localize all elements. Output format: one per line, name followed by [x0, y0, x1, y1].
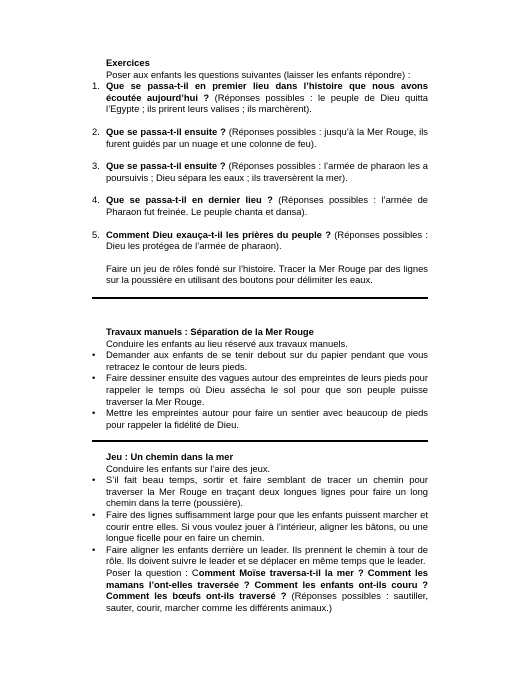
final-question [92, 567, 428, 613]
question-text: Que se passa-t-il en premier lieu dans l’histoire que nous avons écoutée aujourd’hui ? [106, 80, 428, 103]
bullet-icon: • [92, 372, 96, 384]
list-item [92, 544, 428, 567]
list-item-text: Faire aligner les enfants derrière un leader. Ils prennent le chemin à tour de rôle. Ils doivent suivre le leader et se déplacer en même temps que le leader. [106, 543, 428, 567]
exercices-section [92, 57, 428, 286]
question-item [92, 80, 428, 115]
question-answers: (Réponses possibles : jusqu’à la Mer Rouge, ils furent guidés par un nuage et une colonne de feu). [106, 125, 428, 149]
list-item-text: Faire dessiner ensuite des vagues autour des empreintes de leurs pieds pour rappeler le temps où Dieu asséchа le sol pour que son peuple puisse traverser la Mer Rouge. [106, 372, 428, 407]
jeu-section [92, 451, 428, 613]
section-divider [92, 297, 428, 299]
question-answers: (Réponses possibles : l’armée de pharaon les a poursuivis ; Dieu sépara les eaux ; ils traversèrent la mer). [106, 160, 428, 183]
bullet-icon: • [92, 474, 96, 486]
list-item [92, 349, 428, 372]
question-text: Comment Dieu exauça-t-il les prières du peuple ? [106, 228, 331, 240]
question-text: Que se passa-t-il ensuite ? [106, 125, 226, 137]
roleplay-activity: Faire un jeu de rôles fondé sur l’histoire. Tracer la Mer Rouge par des lignes sur la poussière en utilisant des boutons pour délimiter les eaux. [106, 262, 428, 286]
question-number: 1. [92, 80, 100, 92]
list-item [92, 407, 428, 430]
question-number: 4. [92, 194, 100, 206]
bullet-icon: • [92, 508, 96, 520]
question-answers: (Réponses possibles : Dieu les protégea de l’armée de pharaon). [106, 228, 428, 252]
question-item [92, 160, 428, 183]
question-item [92, 194, 428, 217]
question-text: Que se passa-t-il en dernier lieu ? [106, 194, 273, 206]
travaux-title: Travaux manuels : Séparation de la Mer Rouge [106, 326, 314, 337]
question-number: 2. [92, 125, 100, 137]
list-item-text: S’il fait beau temps, sortir et faire semblant de tracer un chemin pour traverser la Mer Rouge en traçant deux longues lignes pour faire un long chemin dans la terre (poussière). [106, 474, 428, 509]
final-question-text: omment Moïse traversa-t-il la mer ? Comment les mamans l’ont-elles traversée ? Comment les enfants ont-ils couru ? Comment les bœufs ont-ils traversé ? [106, 566, 428, 602]
question-answers: (Réponses possibles : le peuple de Dieu quitta l’Egypte ; ils prirent leurs valises ; ils marchèrent). [106, 91, 428, 115]
section-divider [92, 440, 428, 442]
list-item [92, 509, 428, 544]
exercices-title: Exercices [106, 57, 150, 68]
bullet-icon: • [92, 543, 96, 555]
question-text: Que se passa-t-il ensuite ? [106, 160, 226, 172]
question-answers: (Réponses possibles : l’armée de Pharaon fut freinée. Le peuple chanta et dansa). [106, 194, 428, 217]
exercices-intro: Poser aux enfants les questions suivantes (laisser les enfants répondre) : [106, 68, 411, 80]
jeu-title: Jeu : Un chemin dans la mer [106, 451, 234, 462]
bullet-icon: • [92, 349, 96, 361]
final-question-answers: (Réponses possibles : sautiller, sauter, courir, marcher comme les différents animaux.) [106, 590, 428, 613]
travaux-intro: Conduire les enfants au lieu réservé aux travaux manuels. [106, 337, 348, 349]
question-number: 5. [92, 228, 100, 240]
list-item-text: Mettre les empreintes autour pour faire un sentier avec beaucoup de pieds pour rappeler la fidélité de Dieu. [106, 407, 428, 430]
jeu-intro: Conduire les enfants sur l’aire des jeux. [106, 462, 271, 474]
list-item-text: Demander aux enfants de se tenir debout sur du papier pendant que vous retracez le contour de leurs pieds. [106, 349, 428, 372]
question-number: 3. [92, 160, 100, 172]
bullet-icon: • [92, 407, 96, 419]
list-item [92, 372, 428, 407]
final-question-lead: Poser la question : C [106, 566, 199, 578]
question-item [92, 126, 428, 149]
list-item-text: Faire des lignes suffisamment large pour que les enfants puissent marcher et courir entre elles. Si vous voulez jouer à l’intérieur, aligner les bâtons, ou une longue ficelle pour en faire un chemin. [106, 508, 428, 544]
list-item [92, 474, 428, 509]
travaux-section [92, 326, 428, 430]
question-item [92, 229, 428, 252]
